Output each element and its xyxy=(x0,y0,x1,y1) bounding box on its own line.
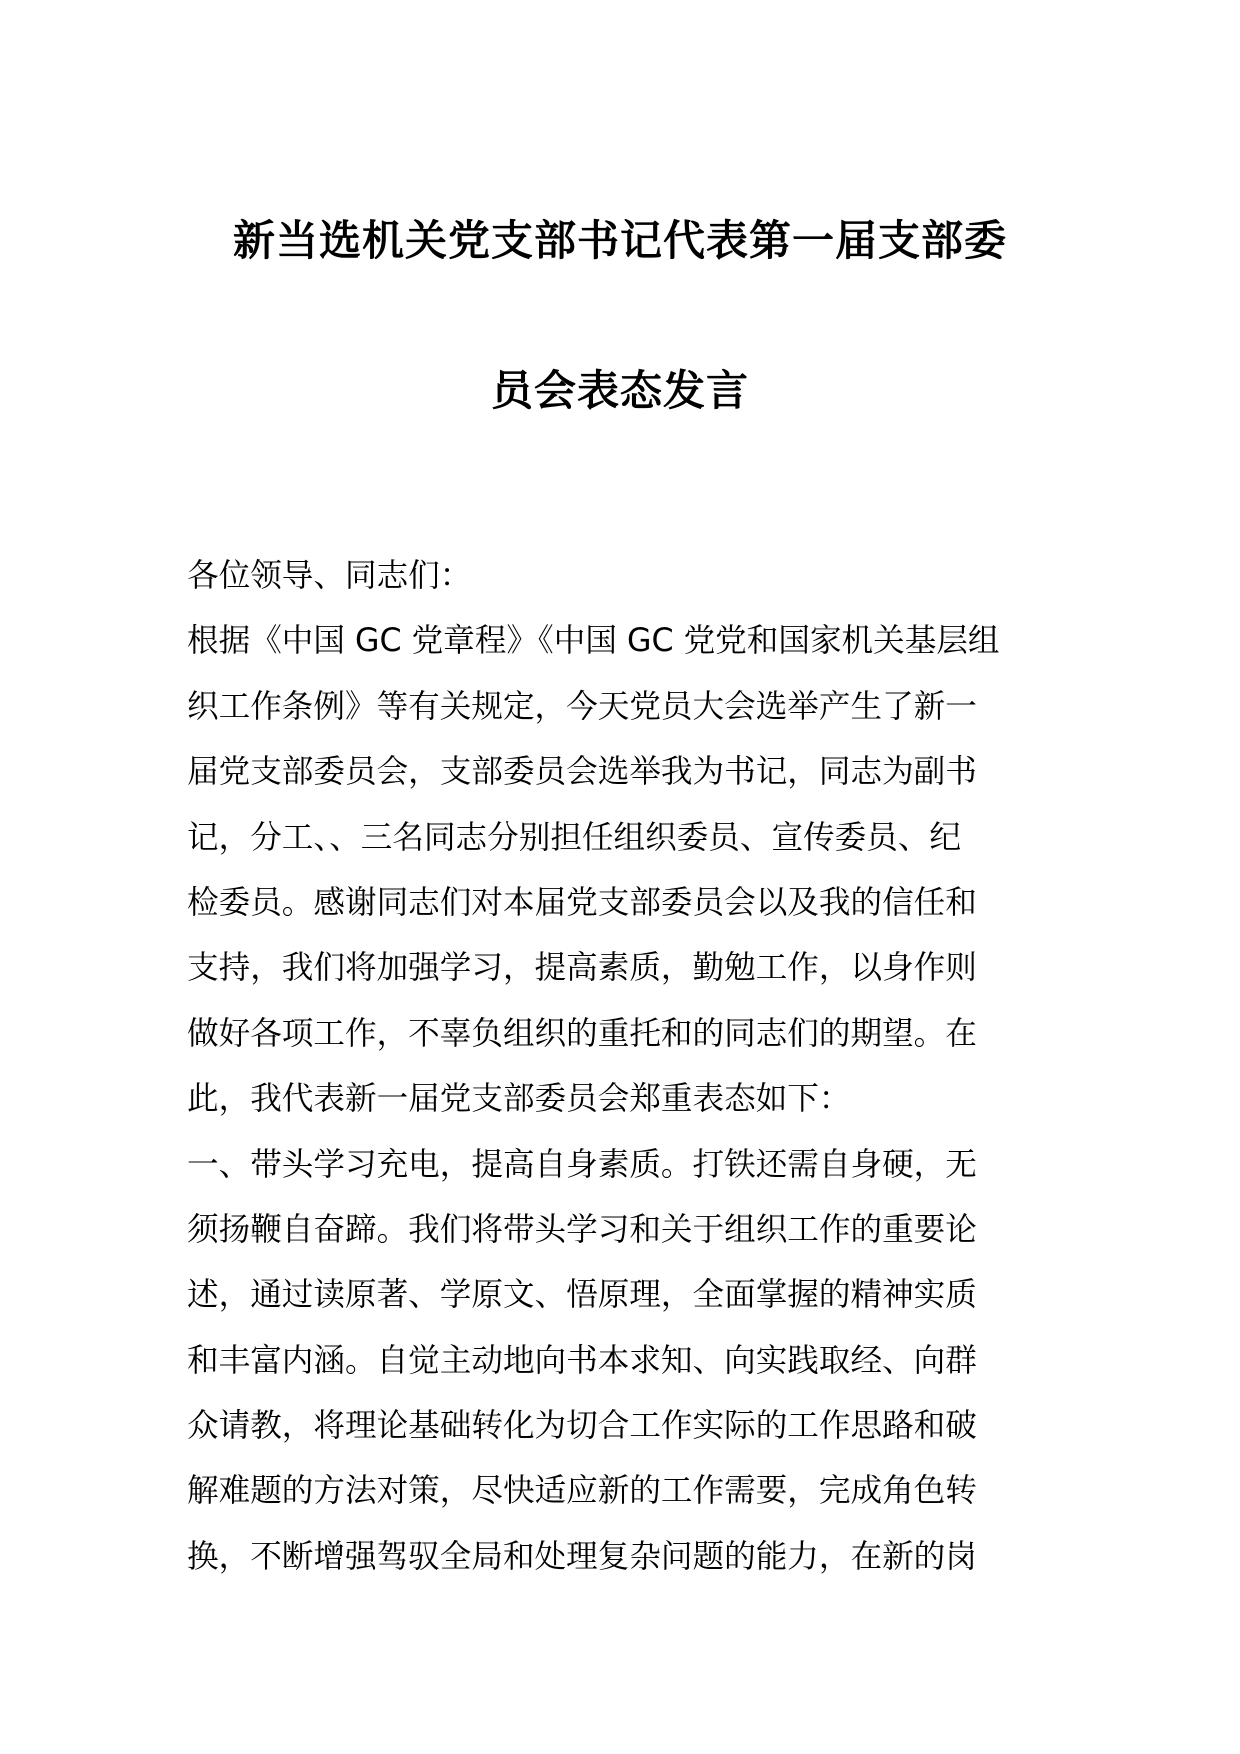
document-title-line-2: 员会表态发言 xyxy=(490,366,749,415)
body-line: 解难题的方法对策，尽快适应新的工作需要，完成角色转 xyxy=(187,1473,977,1510)
body-line: 此，我代表新一届党支部委员会郑重表态如下： xyxy=(187,1081,851,1118)
body-line: 须扬鞭自奋蹄。我们将带头学习和关于组织工作的重要论 xyxy=(187,1211,977,1248)
body-line: 众请教，将理论基础转化为切合工作实际的工作思路和破 xyxy=(187,1408,977,1445)
body-line: 做好各项工作，不辜负组织的重托和的同志们的期望。在 xyxy=(187,1015,977,1052)
document-title-line-1: 新当选机关党支部书记代表第一届支部委 xyxy=(232,216,1007,265)
document-body xyxy=(187,544,1057,1590)
body-line: 和丰富内涵。自觉主动地向书本求知、向实践取经、向群 xyxy=(187,1342,977,1379)
body-line: 根据《中国 GC 党章程》《中国 GC 党党和国家机关基层组 xyxy=(187,623,1000,660)
body-line: 换，不断增强驾驭全局和处理复杂问题的能力，在新的岗 xyxy=(187,1538,977,1575)
body-line: 述，通过读原著、学原文、悟原理，全面掌握的精神实质 xyxy=(187,1277,977,1314)
body-line: 记，分工、、三名同志分别担任组织委员、宣传委员、纪 xyxy=(187,819,962,856)
body-line: 各位领导、同志们： xyxy=(187,558,472,594)
body-line: 一、带头学习充电，提高自身素质。打铁还需自身硬，无 xyxy=(187,1146,977,1183)
body-line: 届党支部委员会，支部委员会选举我为书记，同志为副书 xyxy=(187,754,977,791)
body-line: 检委员。感谢同志们对本届党支部委员会以及我的信任和 xyxy=(187,884,977,921)
body-line: 支持，我们将加强学习，提高素质，勤勉工作，以身作则 xyxy=(187,950,977,987)
body-line: 织工作条例》等有关规定，今天党员大会选举产生了新一 xyxy=(187,688,977,725)
